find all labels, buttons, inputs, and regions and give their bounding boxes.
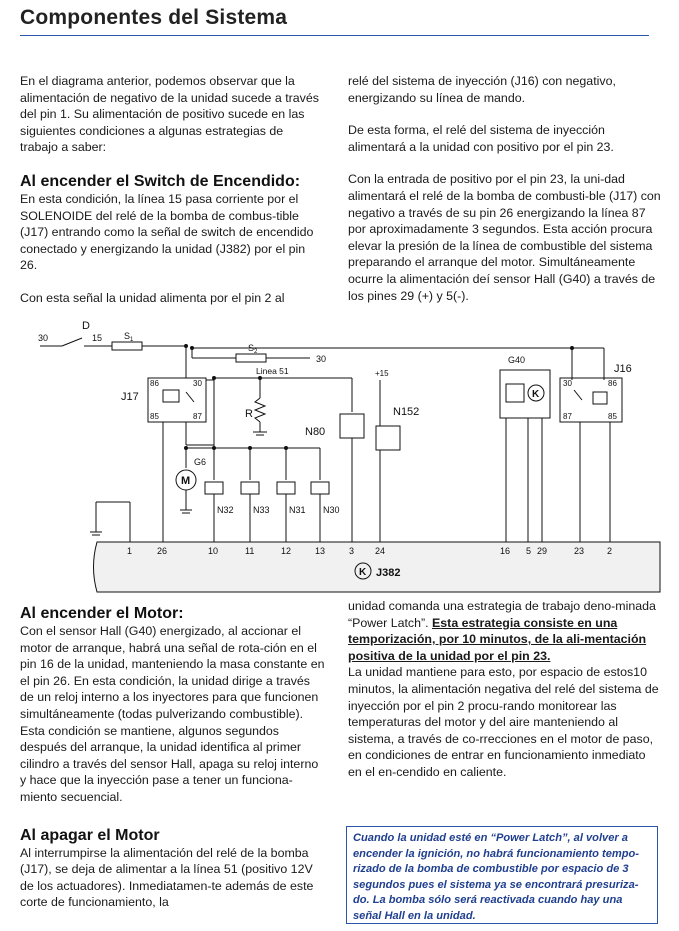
motor-m-label: M <box>181 475 191 487</box>
ecu-pin-1: 1 <box>127 546 133 556</box>
right-paragraph-3: Con la entrada de positivo por el pin 23, la uni-dad alimentará el relé de la bomba de combusti-ble (J17) con negativo a través de su pin 26 energizando la línea 87 por aproximadamente 3 segundos. Esta acción procura elevar la presión de la línea de combustible del sistema preparando el arranque del motor. Simultáneamente ocurre la alimentación deí sensor Hall (G40) a través de los pines 29 (+) y 5(-). <box>348 172 661 303</box>
power-latch-intro: unidad comanda una estrategia de trabajo deno-minada “Power Latch”. <box>348 599 656 630</box>
apagar-paragraph: Al interrumpirse la alimentación del relé de la bomba (J17), se deja de alimentar a la línea 51 (positivo 12V de los actuadores). Inmediatamen-te además de este corte de funcionamiento, la <box>20 845 314 910</box>
heading-apagar: Al apagar el Motor <box>20 826 160 844</box>
power-latch-paragraph-2: La unidad mantiene para esto, por espacio de estos10 minutos, la alimentación negativa del relé del sistema de inyección por el pin 2 procu-rando monitorear las temperaturas del motor y del aire manteniendo al sistema, a través de co-rrecciones en el motor de paso, en condiciones de entrar en funcionamiento inmediato en el en-cendido en caliente. <box>348 665 659 779</box>
j16-label: J16 <box>614 363 632 375</box>
ecu-pin-11: 11 <box>245 546 255 556</box>
resistor-r-label: R <box>245 408 253 420</box>
plus-15-label: +15 <box>375 369 389 378</box>
j17-label: J17 <box>121 391 139 403</box>
bottom-left-column <box>20 604 326 911</box>
ecu-pin-10: 10 <box>208 546 219 556</box>
inj-label-n30: N30 <box>323 505 340 515</box>
switch-paragraph-1: En esta condición, la línea 15 pasa corriente por el SOLENOIDE del relé de la bomba de combus-tible (J17) entrando como la señal de switch de encendido conectado y energizando la unidad (J382) por el pin 26. <box>20 191 314 273</box>
title-rule <box>20 35 649 36</box>
n152-label: N152 <box>393 406 420 418</box>
ecu-pin-12: 12 <box>281 546 292 556</box>
ecu-label: J382 <box>376 567 401 579</box>
heading-motor: Al encender el Motor: <box>20 605 184 622</box>
j17-pin-87: 87 <box>193 412 202 421</box>
ecu-pin-24: 24 <box>375 546 386 556</box>
power-latch-paragraph <box>348 598 661 664</box>
j16-pin-86: 86 <box>608 379 617 388</box>
j16-pin-85: 85 <box>608 412 617 421</box>
g40-label: G40 <box>508 355 526 365</box>
bottom-right-column <box>348 598 661 781</box>
g6-label: G6 <box>194 457 207 467</box>
wire-30-right-label: 30 <box>316 354 327 364</box>
linea-51-label: Linea 51 <box>256 366 289 376</box>
ecu-pin-5: 5 <box>526 546 532 556</box>
heading-switch: Al encender el Switch de Encendido: <box>20 172 301 190</box>
j16-pin-30: 30 <box>563 379 572 388</box>
motor-paragraph: Con el sensor Hall (G40) energizado, al accionar el motor de arranque, habrá una señal de rota-ción en el pin 16 de la unidad, manteniendo la masa constante en el pin 26. En esta condición, la unidad dirige a través de un reloj interno a los inyectores para que funcionen simultáneamente (todas pulverizando combustible). Esta condición se mantiene, algunos segundos después del arranque, la unidad identifica al primer cilindro a través del sensor Hall, apaga su reloj interno y hace que la inyección pase a tener un funciona-miento secuencial. <box>20 624 325 804</box>
fuse-s2-label: $S_2$ <box>248 343 258 355</box>
switch-d-label: D <box>82 320 90 332</box>
inj-label-n32: N32 <box>217 505 234 515</box>
j16-pin-87: 87 <box>563 412 572 421</box>
page-title: Componentes del Sistema <box>20 6 288 29</box>
top-left-column <box>20 73 324 307</box>
hall-k-label: K <box>532 389 540 400</box>
ecu-pin-29: 29 <box>537 546 548 556</box>
ecu-pin-13: 13 <box>315 546 326 556</box>
ecu-pin-26: 26 <box>157 546 168 556</box>
inj-label-n33: N33 <box>253 505 270 515</box>
ecu-pin-16: 16 <box>500 546 511 556</box>
top-right-column <box>348 73 661 304</box>
right-paragraph-2: De esta forma, el relé del sistema de inyección alimentará a la unidad con positivo por el pin 23. <box>348 123 614 154</box>
inj-label-n31: N31 <box>289 505 306 515</box>
power-latch-note: Cuando la unidad esté en “Power Latch”, al volver a encender la ignición, no habrá funcionamiento tempo-rizado de la bomba de combustible por espacio de 3 segundos pues el sistema ya se encontrará presuriza-do. La bomba sólo será reactivada cuando hay una señal Hall en la unidad. <box>346 826 658 924</box>
switch-paragraph-2: Con esta señal la unidad alimenta por el pin 2 al <box>20 290 285 305</box>
wiring-diagram <box>0 320 679 605</box>
intro-paragraph: En el diagrama anterior, podemos observar que la alimentación de negativo de la unidad sucede a través del pin 1. Su alimentación de positivo sucede en las siguientes condiciones a algunas estrategias de trabajo a saber: <box>20 74 319 155</box>
j17-pin-30: 30 <box>193 379 202 388</box>
power-latch-emphasis: Esta estrategia consiste en una temporización, por 10 minutos, de la ali-mentación positiva de la unidad por el pin 23. <box>348 615 647 663</box>
right-paragraph-1: relé del sistema de inyección (J16) con negativo, energizando su línea de mando. <box>348 74 616 105</box>
ecu-pin-2: 2 <box>607 546 613 556</box>
ecu-pin-3: 3 <box>349 546 355 556</box>
wire-30-label: 30 <box>38 333 49 343</box>
ecu-pin-23: 23 <box>574 546 585 556</box>
fuse-s1-label: $S_1$ <box>124 331 134 343</box>
ecu-k-label: K <box>359 567 367 578</box>
wire-15-label: 15 <box>92 333 103 343</box>
n80-label: N80 <box>305 426 326 438</box>
j17-pin-85: 85 <box>150 412 159 421</box>
j17-pin-86: 86 <box>150 379 159 388</box>
